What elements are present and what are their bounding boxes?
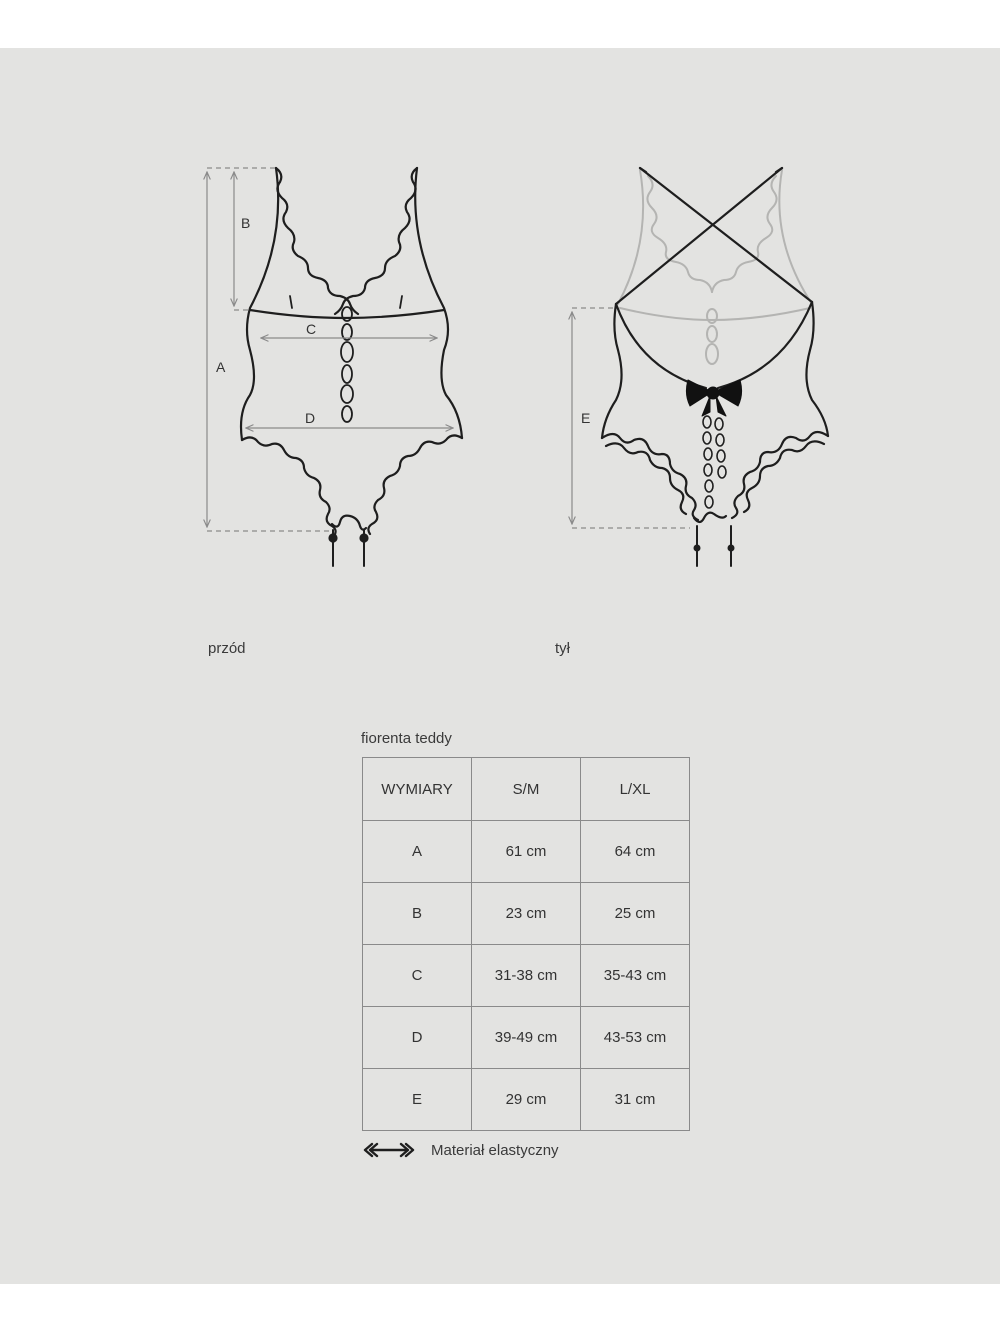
table-row	[363, 945, 690, 1007]
front-teddy-drawing	[241, 168, 462, 566]
stretch-arrow-icon	[362, 1141, 416, 1159]
table-cell: 39-49 cm	[472, 1007, 581, 1069]
back-caption: tył	[555, 640, 570, 657]
table-header-row	[363, 758, 690, 821]
table-row	[363, 821, 690, 883]
table-title: fiorenta teddy	[361, 730, 452, 747]
table-row	[363, 1007, 690, 1069]
back-teddy-drawing	[602, 168, 828, 566]
dim-label-e: E	[581, 410, 591, 426]
table-row	[363, 1069, 690, 1131]
table-cell: 29 cm	[472, 1069, 581, 1131]
table-cell: C	[363, 945, 472, 1007]
table-cell: 31 cm	[581, 1069, 690, 1131]
table-cell: 64 cm	[581, 821, 690, 883]
header-cell: S/M	[472, 758, 581, 821]
table-cell: B	[363, 883, 472, 945]
size-chart-panel	[0, 48, 1000, 1284]
dim-label-b: B	[241, 215, 251, 231]
header-cell: L/XL	[581, 758, 690, 821]
table-cell: A	[363, 821, 472, 883]
dim-label-c: C	[306, 321, 317, 337]
table-cell: 31-38 cm	[472, 945, 581, 1007]
front-caption: przód	[208, 640, 246, 657]
header-cell: WYMIARY	[363, 758, 472, 821]
legend-label: Materiał elastyczny	[431, 1141, 559, 1159]
legend	[362, 1140, 559, 1160]
garment-drawings	[0, 48, 1000, 628]
table-cell: 61 cm	[472, 821, 581, 883]
table-cell: E	[363, 1069, 472, 1131]
table-cell: 23 cm	[472, 883, 581, 945]
table-row	[363, 883, 690, 945]
table-cell: 25 cm	[581, 883, 690, 945]
dim-label-d: D	[305, 410, 316, 426]
dim-label-a: A	[216, 359, 226, 375]
table-cell: 35-43 cm	[581, 945, 690, 1007]
table-cell: D	[363, 1007, 472, 1069]
table-cell: 43-53 cm	[581, 1007, 690, 1069]
bow-icon	[686, 380, 741, 416]
size-table	[362, 757, 690, 1131]
